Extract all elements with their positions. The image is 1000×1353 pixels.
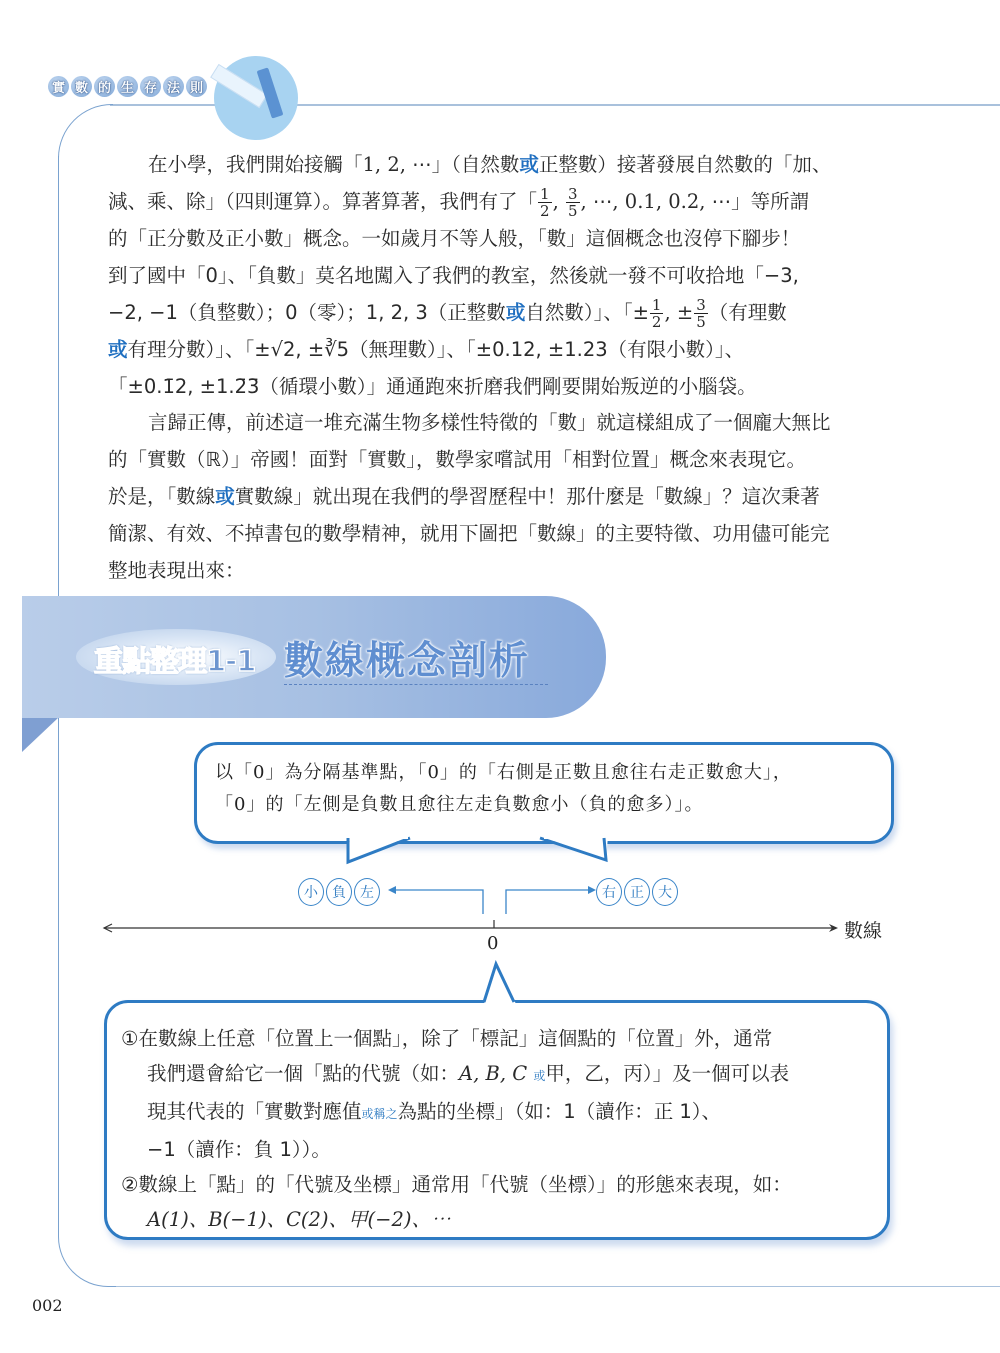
numerator: 1 bbox=[540, 185, 550, 203]
numerator: 1 bbox=[651, 296, 662, 314]
axis-label: 數線 bbox=[844, 920, 883, 942]
section-title: 數線概念剖析 bbox=[284, 639, 531, 684]
arrow-right-icon bbox=[588, 886, 596, 894]
arrow-left-icon bbox=[388, 886, 396, 894]
text: 的「實數（ℝ）」帝國！面對「實數」，數學家嚐試用「相對位置」概念來表現它。 bbox=[108, 448, 806, 471]
running-title bbox=[48, 76, 207, 97]
fraction bbox=[694, 297, 708, 330]
fraction bbox=[566, 186, 580, 219]
circled-label: 小 bbox=[298, 878, 324, 906]
denominator: 2 bbox=[651, 313, 662, 331]
text: −2, −1（負整數）；0（零）；1, 2, 3（正整數 bbox=[108, 301, 506, 324]
or-highlight: 或 bbox=[215, 485, 235, 508]
title-bead: 生 bbox=[117, 76, 138, 97]
intro-paragraph-1: 在小學，我們開始接觸「1, 2, ⋯」（自然數或正整數）接著發展自然數的「加、 減、乘、除」（四則運算）。算著算著，我們有了「 $\frac{1}{2}$ , $\frac{3}{5}$ , ⋯, 0.1, 0.2, ⋯」等所謂 的「正分數及正小數」概念。一如歲月不等人般，「數」這個概念也沒停下腳步！ 到了國中「0」、「負數」莫名地闖入了我們的教室，然後就一發不可收拾地「−3, −2, −1（負整數）；0（零）；1, 2, 3（正整數或自然數）」、「± $\frac{1}{2}$ , ± $\frac{3}{5}$ （有理數 或有理分數）」、「±√2, ±∛5（無理數）」、「±0.12, ±1.23（有限小數）」、 「±0.1̄2, ±1.2̄3̄（循環小數）」通通跑來折磨我們剛要開始叛逆的小腦袋。 bbox=[108, 146, 888, 405]
text: （有理數 bbox=[708, 301, 787, 324]
title-underline bbox=[284, 684, 548, 685]
banner-fold bbox=[22, 718, 58, 752]
text: 整地表現出來： bbox=[108, 559, 245, 582]
text: 現其代表的「實數對應值 bbox=[147, 1100, 362, 1123]
text: 簡潔、有效、不掉書包的數學精神，就用下圖把「數線」的主要特徵、功用儘可能完 bbox=[108, 522, 830, 545]
or-highlight: 或 bbox=[505, 301, 526, 324]
text: , ⋯, 0.1, 0.2, ⋯ bbox=[580, 190, 732, 213]
title-bead: 存 bbox=[140, 76, 161, 97]
text: 」（自然數 bbox=[431, 153, 520, 176]
denominator: 5 bbox=[696, 313, 706, 331]
title-bead: 則 bbox=[186, 76, 207, 97]
callout-text: 「0」的「左側是負數且愈往左走負數愈小（負的愈多）」。 bbox=[215, 794, 704, 815]
page-frame-corner bbox=[58, 104, 113, 159]
circled-label: 正 bbox=[624, 878, 650, 906]
text: 減、乘、除」（四則運算）。算著算著，我們有了「 bbox=[108, 190, 538, 213]
text: 」等所謂 bbox=[731, 190, 810, 213]
title-bead: 法 bbox=[163, 76, 184, 97]
callout-bottom bbox=[104, 1000, 890, 1240]
text: 實數線」就出現在我們的學習歷程中！那什麼是「數線」？這次秉著 bbox=[234, 485, 820, 508]
text: 為點的坐標」（如：1（讀作：正 1）、 bbox=[397, 1100, 722, 1123]
fraction bbox=[538, 186, 552, 219]
text: 自然數）」、「± bbox=[525, 301, 649, 324]
section-banner bbox=[22, 596, 606, 718]
text: 我們還會給它一個「點的代號（如： bbox=[147, 1062, 460, 1085]
or-highlight: 或 bbox=[519, 153, 539, 176]
denominator: 2 bbox=[540, 202, 550, 220]
list-item-text: ①在數線上任意「位置上一個點」，除了「標記」這個點的「位置」外，通常 bbox=[121, 1027, 773, 1050]
callout-tail-up bbox=[470, 960, 530, 1006]
title-bead: 實 bbox=[48, 76, 69, 97]
text: 的「正分數及正小數」概念。一如歲月不等人般，「數」這個概念也沒停下腳步！ bbox=[108, 227, 801, 250]
text: 「±0.1̄2, ±1.2̄3̄（循環小數）」通通跑來折磨我們剛要開始叛逆的小腦袋。 bbox=[108, 375, 757, 398]
section-tag bbox=[76, 629, 276, 685]
intro-paragraph-2 bbox=[108, 404, 888, 589]
text: 有理分數）」、「±√2, ±∛5（無理數）」、「±0.12, ±1.23（有限小數）」、 bbox=[127, 338, 745, 361]
or-highlight: 或 bbox=[108, 338, 128, 361]
page-frame-corner bbox=[58, 1236, 119, 1287]
numerator: 3 bbox=[696, 296, 706, 314]
fraction bbox=[650, 297, 664, 330]
callout-tails bbox=[340, 834, 630, 866]
text: −1（讀作：負 1））。 bbox=[147, 1138, 331, 1161]
numerator: 3 bbox=[567, 185, 578, 203]
list-item-text: ②數線上「點」的「代號及坐標」通常用「代號（坐標）」的形態來表現，如： bbox=[121, 1173, 792, 1196]
callout-text: 以「0」為分隔基準點，「0」的「右側是正數且愈往右走正數愈大」， bbox=[215, 762, 792, 783]
circled-label: 右 bbox=[596, 878, 622, 906]
circled-label: 大 bbox=[652, 878, 678, 906]
text: 1, 2, ⋯ bbox=[362, 153, 432, 176]
small-note: 或稱之 bbox=[361, 1107, 398, 1121]
text: A, B, C bbox=[459, 1062, 528, 1085]
title-bead: 的 bbox=[94, 76, 115, 97]
ruler-pencil-icon bbox=[214, 56, 298, 140]
page-number: 002 bbox=[32, 1296, 63, 1315]
text: 在小學，我們開始接觸「 bbox=[148, 153, 363, 176]
denominator: 5 bbox=[567, 202, 578, 220]
origin-label: 0 bbox=[487, 933, 499, 954]
small-note: 或 bbox=[533, 1069, 546, 1083]
circled-label: 負 bbox=[326, 878, 352, 906]
page-frame-bottom bbox=[116, 1286, 1000, 1287]
callout-top bbox=[194, 742, 894, 844]
title-bead: 數 bbox=[71, 76, 92, 97]
text: 甲，乙，丙）」及一個可以表 bbox=[545, 1062, 790, 1085]
section-tag-label: 重點整理1-1 bbox=[94, 644, 256, 678]
text: 於是，「數線 bbox=[108, 485, 216, 508]
circled-label: 左 bbox=[354, 878, 380, 906]
text: 到了國中「0」、「負數」莫名地闖入了我們的教室，然後就一發不可收拾地「−3, bbox=[108, 264, 799, 287]
text: A(1)、B(−1)、C(2)、甲(−2)、⋯ bbox=[147, 1208, 451, 1231]
text: 言歸正傳，前述這一堆充滿生物多樣性特徵的「數」就這樣組成了一個龐大無比 bbox=[148, 411, 831, 434]
text: 正整數）接著發展自然數的「加、 bbox=[538, 153, 832, 176]
